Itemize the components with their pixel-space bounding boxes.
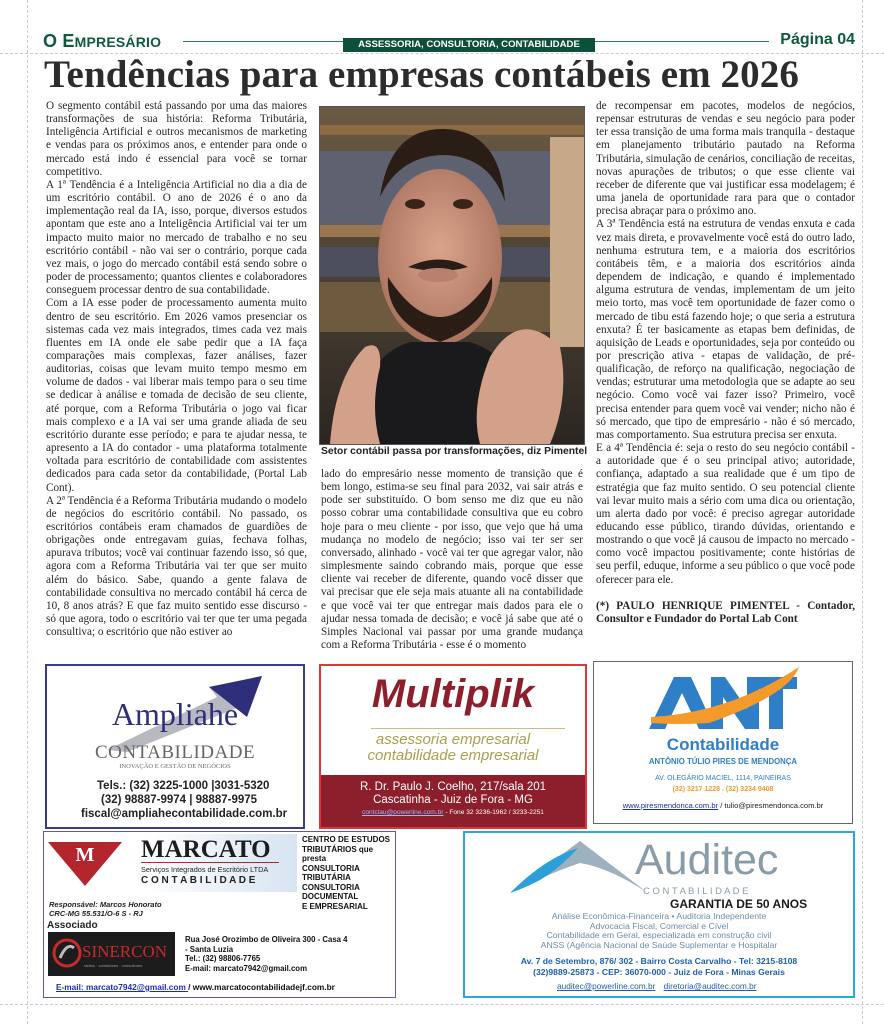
auditec-services: [465, 912, 853, 951]
ampliahe-email[interactable]: fiscal@ampliahecontabilidade.com.br: [81, 808, 288, 820]
auditec-service: ANSS (Agência Nacional de Saúde Suplementar e Hospitalar: [540, 940, 778, 951]
article-column-1: [46, 100, 307, 639]
ampliahe-logo: Ampliahe: [111, 696, 239, 732]
multiplik-phone: - Fone 32 3236-1962 / 3233-2251: [443, 809, 544, 816]
marcato-blurb: [302, 835, 395, 911]
publication-name-rest: MPRESÁRIO: [74, 34, 162, 50]
auditec-sub: C O N T A B I L I D A D E: [643, 886, 749, 897]
ant-sub: Contabilidade: [666, 735, 780, 754]
photo-caption: Setor contábil passa por transformações, diz Pimentel: [321, 446, 588, 457]
ant-owner: ANTÔNIO TÚLIO PIRES DE MENDONÇA: [648, 757, 798, 766]
auditec-email-link[interactable]: auditec@powerline.com.br: [557, 981, 656, 991]
marcato-crc: CRC-MG 55.531/O-6 S - RJ: [49, 909, 143, 918]
auditec-service: Contabilidade em Geral, especializada em construção civil: [546, 930, 772, 941]
marcato-phone: Tel.: (32) 98806-7765: [185, 954, 261, 963]
marcato-blurb-line: TRIBUTÁRIOS que presta: [302, 844, 374, 863]
marcato-address: Rua José Orozimbo de Oliveira 300 - Casa 4: [185, 935, 348, 944]
sinercon-mark-icon: [52, 938, 82, 968]
ampliahe-phones: Tels.: (32) 3225-1000 |3031-5320: [97, 780, 270, 792]
marcato-website[interactable]: / www.marcatocontabilidadejf.com.br: [188, 982, 335, 992]
page-guide: [0, 1004, 884, 1005]
auditec-address-line: (32)9889-25873 - CEP: 36070-000 - Juiz de Fora - Minas Gerais: [533, 966, 785, 977]
ad-auditec[interactable]: [463, 831, 855, 998]
marcato-logo: MARCATO: [141, 836, 271, 863]
paragraph: O segmento contábil está passando por uma das maiores transformações de sua história: Reforma Tributária, Inteligência Artificial e outros mecanismos de marketing e vendas para os próximos anos, e entender para onde o mercado está indo é essencial para você se tornar competitivo.: [46, 100, 307, 178]
auditec-guarantee: GARANTIA DE 50 ANOS: [670, 897, 808, 911]
multiplik-email[interactable]: contclau@powerline.com.br: [362, 809, 444, 816]
multiplik-footer: [321, 775, 585, 827]
paragraph: Com a IA esse poder de processamento aumenta muito dentro de seu escritório. Em 2026 vamos presenciar os sistemas cada vez mais integrados, times cada vez mais fluentes em IA onde ele sabe pedir que a IA faça comparações mais complexas, fazer análises, fazer auditorias, coisas que levam muito tempo mesmo em volume de dados - vai liberar mais tempo para o seu time se dedicar à análise e tomada de decisão de seu cliente, até porque, com a Reforma Tributária o jogo vai ficar mais complexo e a IA vai ser uma grande aliada de seu escritório durante esse período; e para te ajudar nessa, te apresento a IA do contador - uma plataforma totalmente voltada para escritório de contabilidade com assistentes dedicados para cada setor da contabilidade, (Portal Lab Cont).: [46, 297, 307, 494]
publication-name-initial: O E: [43, 31, 75, 51]
ant-logo-mark: [649, 665, 799, 731]
marcato-blurb-line: CONSULTORIA TRIBUTÁRIA: [302, 863, 360, 882]
page-number: Página 04: [780, 31, 855, 48]
marcato-services: Serviços Integrados de Escritório LTDA: [141, 865, 269, 874]
ampliahe-phones-mobile: (32) 98887-9974 | 98887-9975: [101, 794, 258, 806]
paragraph: A 3ª Tendência está na estrutura de vendas enxuta e cada vez mais direta, e provavelmente você está do outro lado, nenhuma estrutura tem, e a maioria dos escritórios contábeis têm, e a maioria dos escritórios ainda dependem de indicação, e quando é implementado alguma estrutura de vendas, implementam de um jeito meio torto, mas você tem oportunidade de fazer como o mercado de tibu está fazendo hoje; o que seria a estrutura enxuta? É ter basicamente as etapas bem definidas, de aquisição de Leads e oportunidades, seja por conteúdo ou por prescrição ativa - etapas de validação, de pré-qualificação, de reforço na qualificação, negociação de vendas; estruturar uma metodologia que se adapte ao seu negócio. Como você vai fazer isso? Primeiro, você precisa entender para quem você vai vender; nicho não é só mercado, que tipo de empresário - não é só mercado, mas comportamento. Sua estrutura precisa ser enxuta.: [596, 218, 855, 441]
auditec-logo-mark: [510, 838, 650, 896]
multiplik-logo: Multiplik: [371, 672, 535, 716]
marcato-rule: [141, 862, 279, 863]
ant-phones: (32) 3217 1228 . (32) 3234 9408: [672, 786, 774, 793]
paragraph: E a 4ª Tendência é: seja o resto do seu negócio contábil - a autoridade que é o seu principal ativo; autoridade, confiança, adaptado a sua realidade que é um tipo de estratégia que faz muito sentido. O seu potencial cliente vai levar muito mais a sério com uma dica ou orientação, um alerta dado por você: é preciso agregar autoridade educando esse público, tirando dúvidas, orientando e mostrando o que você já causou de impacto no mercado - como você impactou positivamente; conte histórias de seu perfil, eduque, informe a seu público o que você pode oferecer para ele.: [596, 442, 855, 586]
ad-marcato[interactable]: [43, 831, 396, 998]
section-band: ASSESSORIA, CONSULTORIA, CONTABILIDADE: [343, 38, 595, 52]
auditec-directors-email-link[interactable]: diretoria@auditec.com.br: [663, 981, 757, 991]
multiplik-rule: [371, 728, 565, 729]
ant-website[interactable]: www.piresmendonca.com.br: [622, 801, 719, 810]
marcato-address-district: - Santa Luzia: [185, 944, 234, 954]
article-column-2: [321, 468, 583, 652]
marcato-email-link[interactable]: E-mail: marcato7942@gmail.com: [56, 982, 189, 992]
marcato-blurb-line: CENTRO DE ESTUDOS: [302, 835, 391, 844]
publication-name: [43, 31, 161, 52]
ad-ampliahe[interactable]: [45, 664, 305, 829]
sinercon-name: SINERCON: [82, 942, 168, 961]
article-photo: [319, 106, 585, 445]
article-headline: Tendências para empresas contábeis em 2026: [44, 53, 799, 96]
auditec-service: Análise Econômica-Financeira • Auditoria Independente: [551, 911, 767, 921]
multiplik-line1: assessoria empresarial: [375, 731, 531, 748]
sinercon-logo: [48, 932, 175, 976]
marcato-email-line: E-mail: marcato7942@gmail.com: [185, 963, 308, 973]
multiplik-line2: contabilidade empresarial: [367, 747, 539, 764]
auditec-address-line: Av. 7 de Setembro, 876/ 302 - Bairro Costa Carvalho - Tel: 3215-8108: [520, 956, 798, 966]
masthead-rule: [595, 41, 769, 42]
masthead: [43, 30, 855, 52]
page-guide: [862, 0, 863, 1024]
article-column-3: [596, 100, 855, 626]
ad-multiplik[interactable]: [319, 664, 587, 829]
marcato-sub: C O N T A B I L I D A D E: [141, 875, 256, 886]
paragraph: A 1ª Tendência é a Inteligência Artificial no dia a dia de um escritório contábil. O ano de 2026 é o ano da implementação real da IA, isso, porque, diversos estudos apontam que este ano a Inteligência Artificial vai ter um impacto muito maior no mercado de trabalho e no seu escritório contábil - não vai ser o contrário, porque cada vez mais, o jogo do mercado contábil está sendo sobre o poder de processamento; quantos clientes e colaboradores conseguem processar dentro de sua contabilidade.: [46, 178, 307, 297]
multiplik-address2: Cascatinha - Juiz de Fora - MG: [373, 794, 533, 806]
author-signature: (*) PAULO HENRIQUE PIMENTEL - Contador, Consultor e Fundador do Portal Lab Cont: [596, 599, 855, 625]
auditec-service: Advocacia Fiscal, Comercial e Cível: [589, 920, 729, 931]
portrait-image: [320, 107, 584, 444]
marcato-responsible: Responsável: Marcos Honorato: [49, 900, 162, 909]
auditec-logo: Auditec: [635, 836, 779, 884]
ad-ant-contabilidade[interactable]: [593, 661, 853, 824]
paragraph: A 2ª Tendência é a Reforma Tributária mudando o modelo de negócios do escritório contábil. No passado, os escritórios contábeis eram chamados de guardiões de obrigações onde entregavam guias, fechava folhas, apurava tributos; você vai continuar fazendo isso, só que, agora com a Reforma Tributária vai ter que ser muito além do básico. Sabe, quando a gente falava de contabilidade consultiva no mercado contábil há cerca de 10, 8 anos atrás? E que faz muito sentido esse discurso - só que agora, todo o escritório vai ter que ter uma pegada consultiva; o escritório que não estiver ao: [46, 494, 307, 639]
auditec-address: [465, 956, 853, 977]
masthead-rule: [183, 41, 343, 42]
page-guide: [27, 0, 28, 1024]
marcato-associated: Associado: [47, 920, 98, 931]
marcato-logo-letter: M: [75, 844, 95, 866]
paragraph: de recompensar em pacotes, modelos de negócios, repensar estruturas de vendas e seu negócio para poder ter essa transição de uma forma mais tranquila - destaque em planejamento tributário pautado na Reforma Tributária, simulação de cenários, conciliação de receitas, novas apurações de tributos; o que esse cliente vai receber de diferente que vai justificar essa modelagem; é uma janela de oportunidade rara para que o contador precisa abraçar para o próximo ano.: [596, 100, 855, 218]
sinercon-tagline: rádios · contadores · consultores: [84, 963, 143, 968]
ant-email[interactable]: / tulio@piresmendonca.com.br: [718, 801, 824, 810]
ampliahe-sub: CONTABILIDADE: [94, 742, 256, 763]
multiplik-address1: R. Dr. Paulo J. Coelho, 217/sala 201: [359, 781, 547, 793]
paragraph: lado do empresário nesse momento de transição que é bem longo, estima-se seu final para 2032, vai sair atrás e pode ser substituído. O bom senso me diz que eu não posso cobrar uma contabilidade consultiva que eu cobro hoje para o meu cliente - por isso, que vejo que há uma mudança no modelo de negócio; isso vai ter ser ser conversado, alinhado - você vai ter que agregar valor, não simplesmente saindo cobrando mais, porque que esse cliente vai receber de diferente, quando você disser que vai precisar que ele seja mais atuante ali na contabilidade e que você vai ter que entregar mais dados para ele o ajudar nessa tomada de decisão; e você já sabe que até o Simples Nacional vai passar por uma grande mudança com a Reforma Tributária - esse é o momento: [321, 468, 583, 652]
marcato-blurb-line: E EMPRESARIAL: [302, 901, 368, 911]
ampliahe-tagline: INOVAÇÃO E GESTÃO DE NEGÓCIOS: [119, 763, 231, 770]
marcato-contact: [185, 935, 348, 973]
marcato-blurb-line: CONSULTORIA DOCUMENTAL: [302, 882, 360, 901]
ant-address: AV. OLEGÁRIO MACIEL, 1114, PAINEIRAS: [655, 775, 791, 782]
